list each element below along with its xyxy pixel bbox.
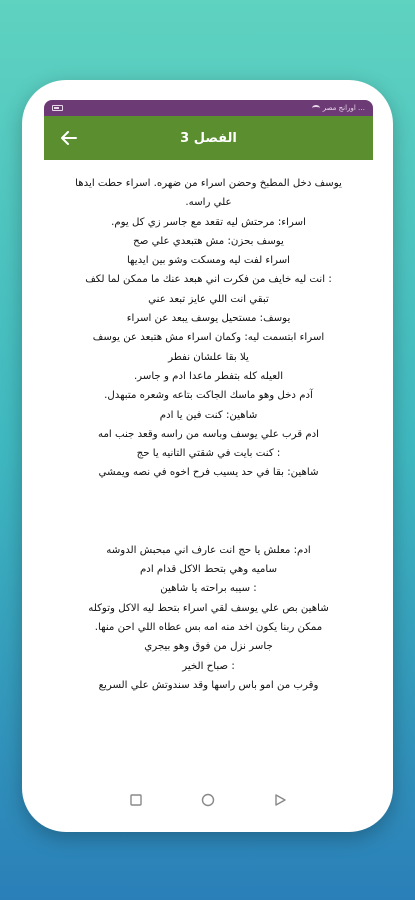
story-line: علي راسه. [185, 197, 232, 209]
story-line: شاهين بص علي يوسف لقي اسراء بتحط ليه الاكل وتوكله [88, 602, 329, 614]
story-line: يوسف بحزن: مش هتبعدي علي صح [133, 235, 284, 247]
story-line: : صباح الخير [182, 660, 235, 672]
status-right [312, 104, 365, 112]
story-paragraph-1 [54, 174, 363, 483]
story-paragraph-2 [54, 541, 363, 695]
story-line: جاسر نزل من فوق وهو بيجري [144, 641, 273, 653]
paragraph-spacer [54, 483, 363, 541]
phone-frame [22, 80, 393, 832]
story-line: اسراء ابتسمت ليه: وكمان اسراء مش هتبعد عن يوسف [92, 332, 325, 344]
app-bar [44, 116, 373, 160]
status-bar [44, 100, 373, 116]
story-line: اسراء: مرحتش ليه تقعد مع جاسر زي كل يوم. [111, 216, 306, 228]
circle-icon [201, 793, 215, 807]
page-title: الفصل 3 [180, 130, 237, 146]
story-line: العيله كله بتفطر ماعدا ادم و جاسر. [133, 370, 284, 382]
carrier-text: … اورانج مصر [322, 104, 365, 112]
story-line: يوسف دخل المطبخ وحضن اسراء من ضهره. اسراء حطت ايدها [75, 178, 342, 189]
story-line: تبقي انت اللي عايز تبعد عني [148, 293, 269, 305]
story-line: ادم قرب علي يوسف وباسه من راسه وقعد جنب امه [97, 428, 320, 440]
home-button[interactable] [200, 792, 216, 808]
story-line: يوسف: مستحيل يوسف يبعد عن اسراء [126, 313, 291, 325]
story-line: شاهين: بقا في حد يسيب فرح اخوه في نصه ويمشي [98, 467, 319, 479]
story-line: ادم: معلش يا حج انت عارف اني مبحبش الدوشه [106, 544, 311, 556]
recent-apps-button[interactable] [128, 792, 144, 808]
triangle-icon [274, 794, 286, 806]
system-nav-bar [22, 790, 393, 810]
story-text [44, 160, 373, 695]
story-line: شاهين: كنت فين يا ادم [159, 409, 258, 421]
story-line: : سيبه براحته يا شاهين [160, 583, 257, 595]
wifi-icon [312, 105, 320, 111]
story-line: اسراء لفت ليه ومسكت وشو بين ايديها [126, 255, 291, 267]
back-button[interactable] [58, 127, 80, 149]
square-icon [130, 794, 142, 806]
story-line: يلا بقا علشان نفطر [168, 351, 249, 363]
app-screen [44, 100, 373, 794]
story-line: ممكن ربنا يكون اخد منه امه بس عطاه اللي احن منها. [94, 621, 323, 633]
back-nav-button[interactable] [272, 792, 288, 808]
arrow-left-icon [61, 131, 77, 145]
story-line: وقرب من امو باس راسها وقد سندوتش علي السريع [98, 679, 319, 691]
battery-icon [52, 105, 63, 111]
story-line: آدم دخل وهو ماسك الجاكت بتاعه وشعره متبهدل. [104, 390, 313, 402]
story-line: : انت ليه خايف من فكرت اني هبعد عنك ما ممكن لما لكف [85, 274, 332, 286]
story-line: : كنت بايت في شقتي التانيه يا حج [136, 448, 281, 460]
story-line: ساميه وهي بتحط الاكل قدام ادم [140, 564, 277, 576]
status-left [52, 105, 66, 111]
